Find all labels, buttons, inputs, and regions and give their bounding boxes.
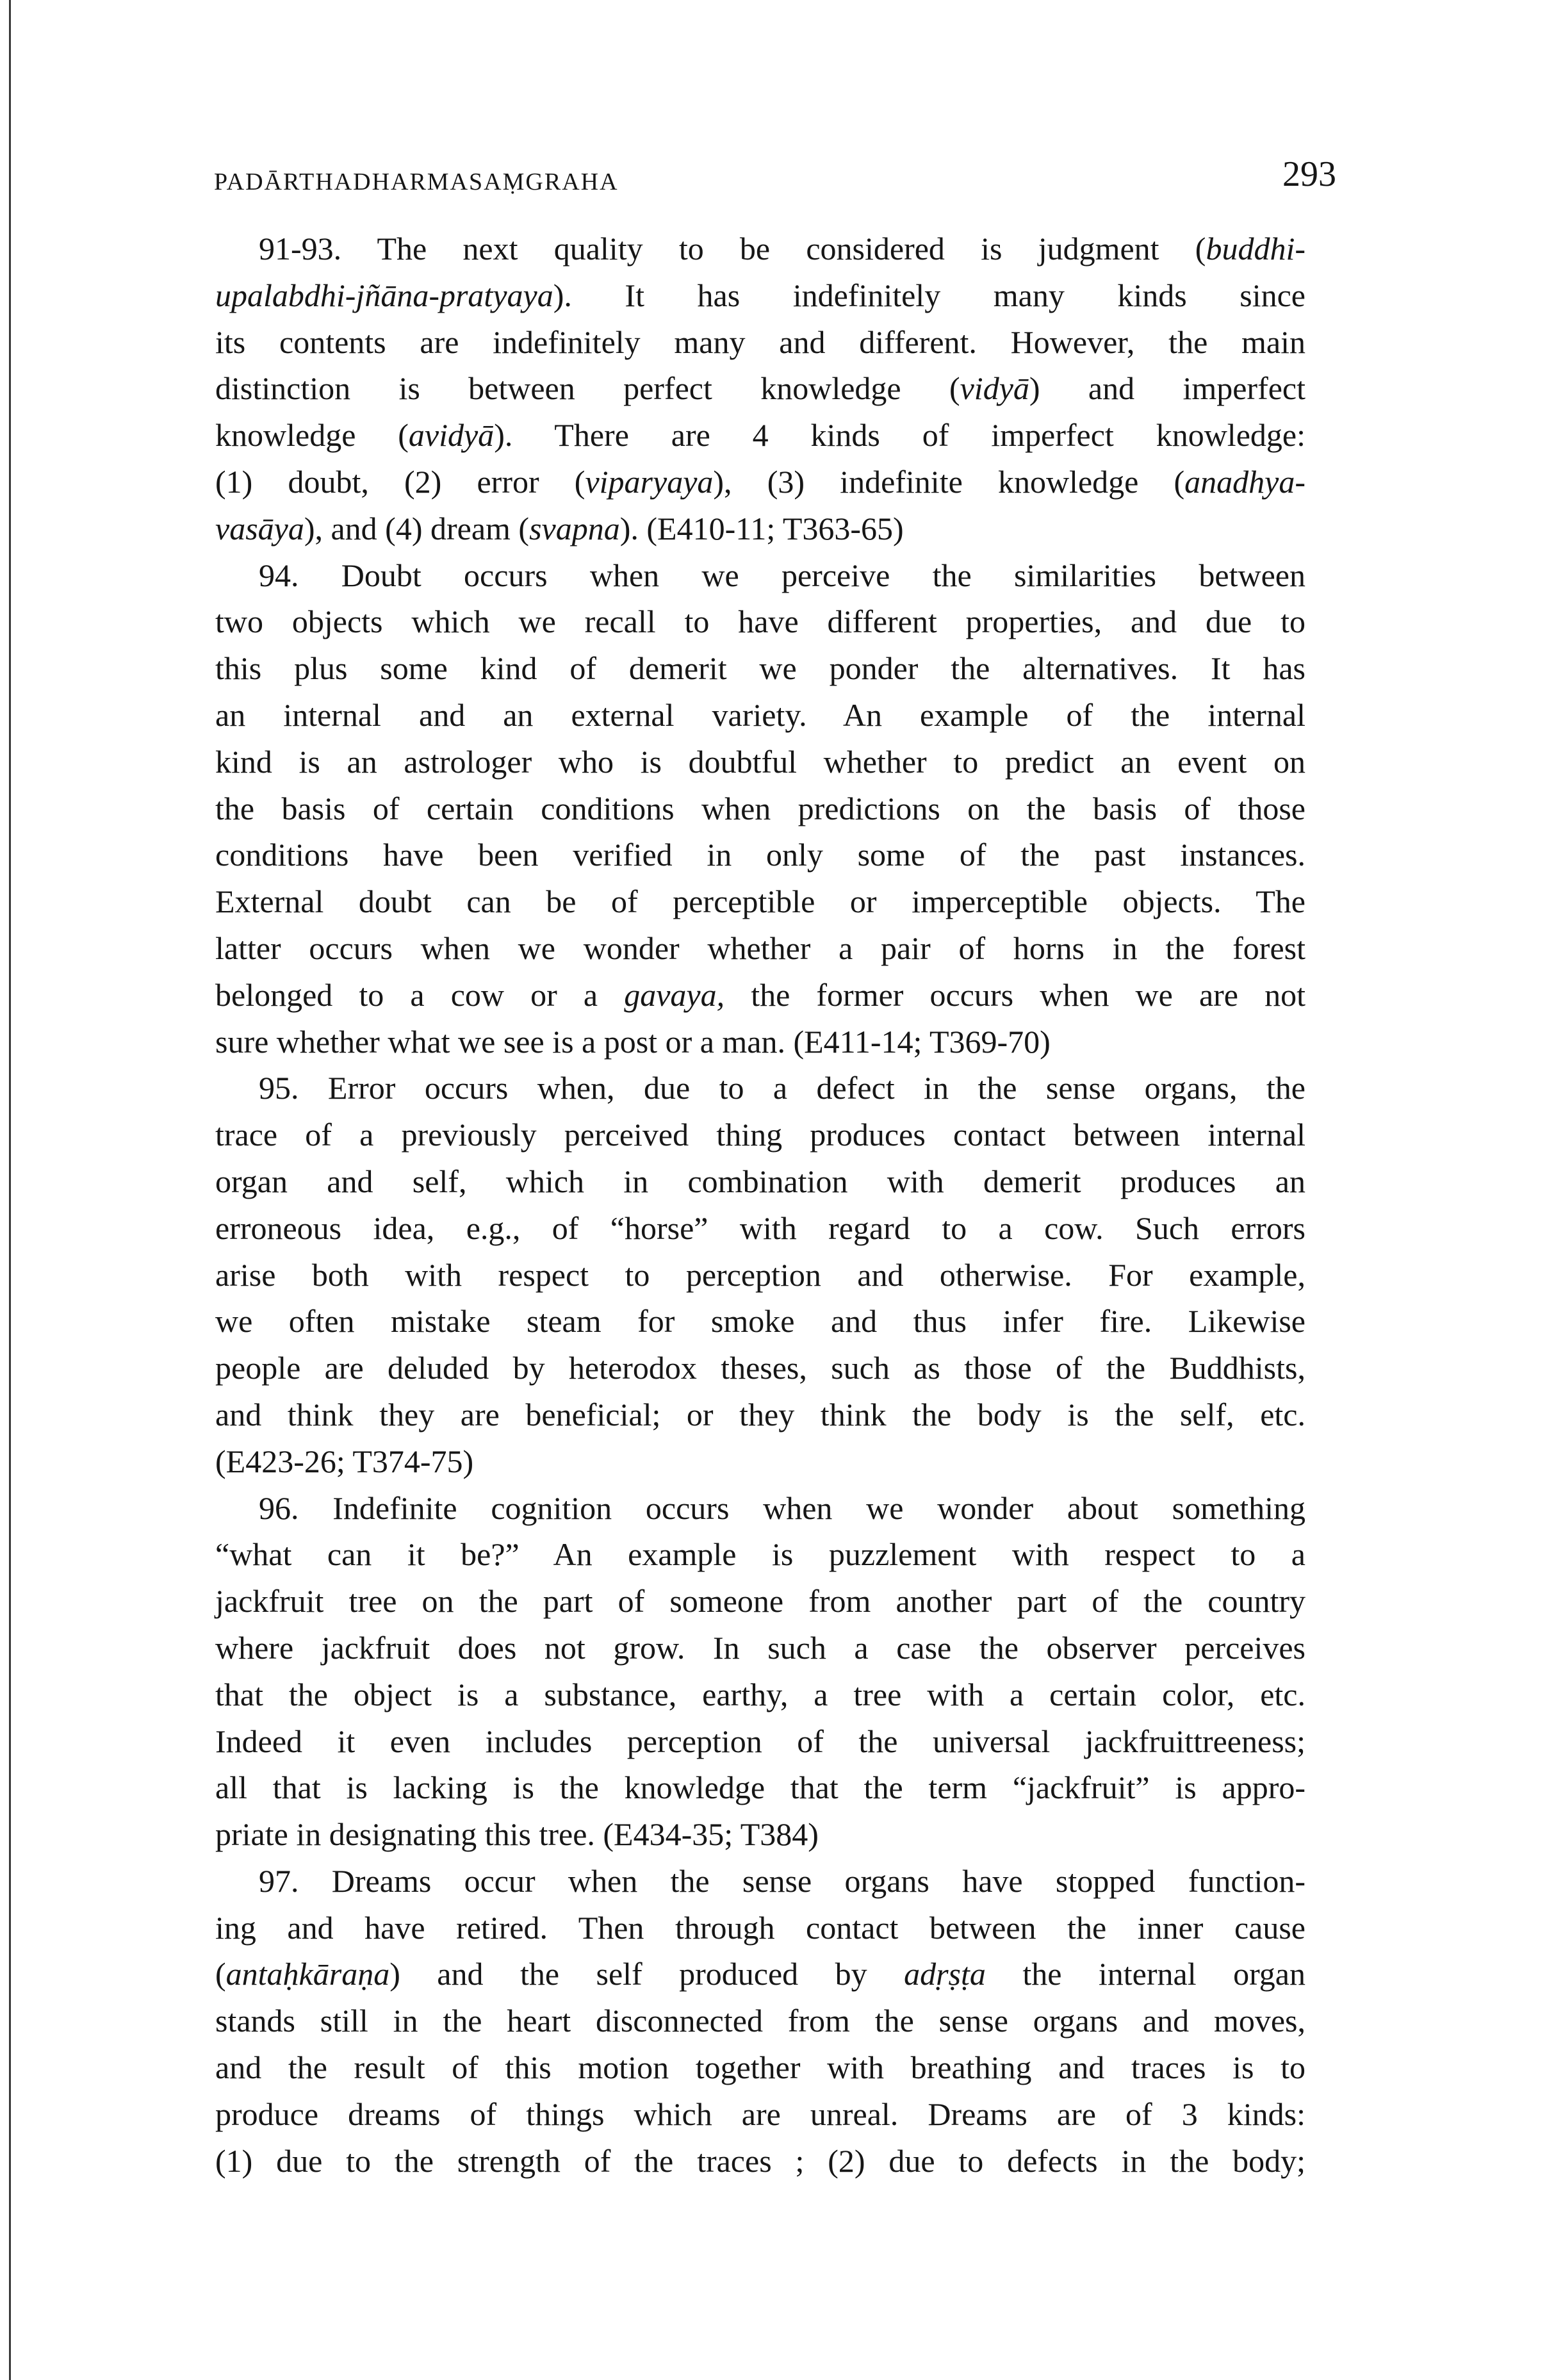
text-line: that the object is a substance, earthy, a tree with a certain color, etc. <box>215 1676 1305 1712</box>
text-line: (E423-26; T374-75) <box>215 1443 474 1479</box>
text-line: upalabdhi-jñāna-pratyaya). It has indefinitely many kinds since <box>215 277 1305 313</box>
text-line: and the result of this motion together with breathing and traces is to <box>215 2049 1305 2086</box>
text-line: where jackfruit does not grow. In such a case the observer perceives <box>215 1629 1305 1666</box>
text-line: jackfruit tree on the part of someone from another part of the country <box>215 1583 1305 1620</box>
text-line: 97. Dreams occur when the sense organs have stopped function- <box>259 1862 1305 1899</box>
text-line: an internal and an external variety. An example of the internal <box>215 696 1305 733</box>
text-line: priate in designating this tree. (E434-35; T384) <box>215 1816 819 1853</box>
text-line: kind is an astrologer who is doubtful whether to predict an event on <box>215 743 1305 780</box>
text-line: 94. Doubt occurs when we perceive the similarities between <box>259 557 1305 593</box>
text-line: knowledge (avidyā). There are 4 kinds of imperfect knowledge: <box>215 417 1305 454</box>
text-line: External doubt can be of perceptible or imperceptible objects. The <box>215 883 1305 920</box>
text-line: Indeed it even includes perception of the universal jackfruittreeness; <box>215 1723 1305 1759</box>
text-line: erroneous idea, e.g., of “horse” with regard to a cow. Such errors <box>215 1210 1305 1246</box>
left-margin-rule <box>9 0 11 2380</box>
running-head <box>211 154 1340 205</box>
running-title: PADĀRTHADHARMASAṂGRAHA <box>214 168 619 195</box>
text-line: sure whether what we see is a post or a man. (E411-14; T369-70) <box>215 1023 1051 1060</box>
text-line: this plus some kind of demerit we ponder the alternatives. It has <box>215 650 1305 687</box>
text-line: vasāya), and (4) dream (svapna). (E410-11; T363-65) <box>215 510 904 546</box>
page-number: 293 <box>1282 154 1336 194</box>
text-line: latter occurs when we wonder whether a pair of horns in the forest <box>215 930 1305 966</box>
text-line: trace of a previously perceived thing produces contact between internal <box>215 1117 1305 1153</box>
text-line: its contents are indefinitely many and different. However, the main <box>215 324 1305 360</box>
text-line: 91-93. The next quality to be considered is judgment (buddhi- <box>259 231 1305 267</box>
text-line: belonged to a cow or a gavaya, the former occurs when we are not <box>215 976 1306 1013</box>
text-line: organ and self, which in combination with demerit produces an <box>215 1163 1305 1199</box>
text-line: people are deluded by heterodox theses, such as those of the Buddhists, <box>215 1350 1305 1386</box>
text-line: 95. Error occurs when, due to a defect in the sense organs, the <box>259 1070 1305 1106</box>
text-line: produce dreams of things which are unreal. Dreams are of 3 kinds: <box>215 2096 1305 2132</box>
text-line: distinction is between perfect knowledge (vidyā) and imperfect <box>215 370 1305 407</box>
text-line: all that is lacking is the knowledge that the term “jackfruit” is appro- <box>215 1769 1305 1806</box>
text-line: we often mistake steam for smoke and thus infer fire. Likewise <box>215 1303 1305 1340</box>
text-line: two objects which we recall to have different properties, and due to <box>215 603 1305 640</box>
text-line: stands still in the heart disconnected from the sense organs and moves, <box>215 2003 1305 2039</box>
text-line: and think they are beneficial; or they think the body is the self, etc. <box>215 1396 1305 1432</box>
text-line: (antaḥkāraṇa) and the self produced by adṛṣṭa the internal organ <box>215 1956 1306 1992</box>
text-line: arise both with respect to perception and otherwise. For example, <box>215 1256 1305 1293</box>
text-line: (1) due to the strength of the traces ; (2) due to defects in the body; <box>215 2142 1305 2179</box>
body-text <box>215 226 1305 2184</box>
text-line: (1) doubt, (2) error (viparyaya), (3) indefinite knowledge (anadhya- <box>215 463 1305 500</box>
text-line: ing and have retired. Then through contact between the inner cause <box>215 1909 1305 1946</box>
text-line: the basis of certain conditions when predictions on the basis of those <box>215 790 1305 826</box>
text-line: 96. Indefinite cognition occurs when we wonder about something <box>259 1490 1305 1526</box>
text-line: conditions have been verified in only some of the past instances. <box>215 837 1305 873</box>
text-line: “what can it be?” An example is puzzlement with respect to a <box>215 1536 1305 1573</box>
